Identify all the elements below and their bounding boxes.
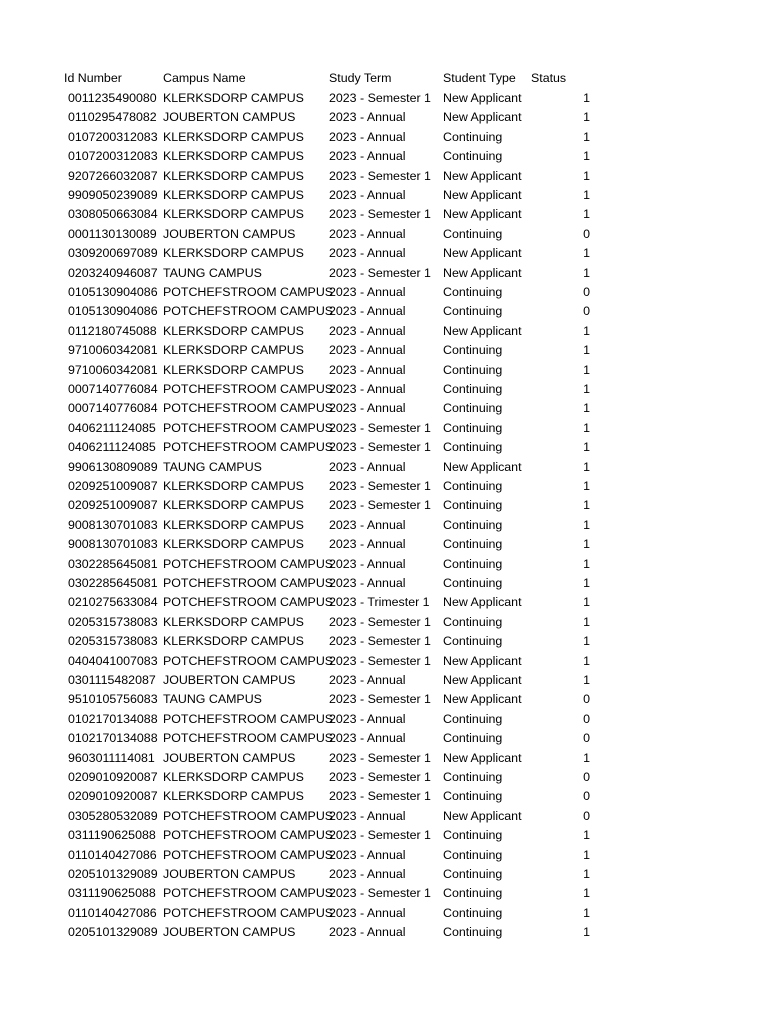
cell-study-term: 2023 - Semester 1 [329,479,431,493]
header-study-term: Study Term [329,71,392,85]
cell-status: 1 [583,343,590,358]
cell-id-number: 0007140776084 [68,401,158,416]
table-row [0,438,768,457]
cell-campus-name: POTCHEFSTROOM CAMPUS [163,382,334,396]
cell-campus-name: KLERKSDORP CAMPUS [163,91,304,105]
table-row [0,128,768,147]
cell-study-term: 2023 - Annual [329,847,406,862]
table-row [0,225,768,244]
table-row [0,535,768,554]
cell-student-type: Continuing [443,149,503,164]
cell-status: 1 [583,517,590,532]
cell-campus-name: POTCHEFSTROOM CAMPUS [163,440,334,455]
cell-student-type: New Applicant [443,692,522,707]
header-id-number: Id Number [64,71,122,85]
table-row [0,399,768,418]
cell-id-number: 0110140427086 [68,905,157,920]
cell-campus-name: KLERKSDORP CAMPUS [163,479,304,493]
cell-study-term: 2023 - Annual [329,401,406,416]
cell-id-number: 0102170134088 [68,711,158,726]
cell-study-term: 2023 - Semester 1 [329,828,431,843]
cell-study-term: 2023 - Semester 1 [329,614,431,629]
cell-id-number: 0209251009087 [68,479,158,493]
cell-id-number: 0302285645081 [68,576,158,590]
cell-status: 1 [583,129,590,144]
cell-id-number: 0301115482087 [68,673,156,687]
cell-id-number: 0107200312083 [68,129,158,144]
table-row [0,632,768,651]
cell-campus-name: KLERKSDORP CAMPUS [163,207,304,222]
cell-id-number: 9710060342081 [68,362,158,377]
table-row [0,846,768,865]
cell-student-type: Continuing [443,304,503,319]
cell-id-number: 0205101329089 [68,925,158,940]
cell-campus-name: POTCHEFSTROOM CAMPUS [163,886,334,901]
cell-study-term: 2023 - Annual [329,362,406,377]
cell-status: 1 [583,207,590,222]
table-row [0,380,768,399]
cell-student-type: Continuing [443,886,503,901]
cell-study-term: 2023 - Annual [329,226,406,241]
table-row [0,787,768,806]
table-row [0,322,768,341]
cell-status: 1 [583,653,590,668]
cell-status: 1 [583,925,590,940]
cell-status: 1 [583,886,590,901]
cell-status: 0 [583,808,590,823]
cell-id-number: 9909050239089 [68,188,158,202]
cell-student-type: Continuing [443,576,503,590]
cell-student-type: New Applicant [443,91,522,105]
cell-status: 0 [583,789,590,804]
cell-id-number: 0404041007083 [68,653,158,668]
table-row [0,264,768,283]
cell-campus-name: TAUNG CAMPUS [163,692,262,707]
cell-campus-name: POTCHEFSTROOM CAMPUS [163,420,334,435]
cell-id-number: 0110295478082 [68,110,157,125]
cell-id-number: 0209251009087 [68,498,158,513]
table-row [0,690,768,709]
cell-id-number: 0309200697089 [68,246,158,261]
cell-study-term: 2023 - Annual [329,129,406,144]
table-row [0,516,768,535]
cell-campus-name: TAUNG CAMPUS [163,459,262,474]
cell-student-type: Continuing [443,401,503,416]
cell-id-number: 9603011114081 [68,750,155,765]
cell-student-type: Continuing [443,614,503,629]
cell-campus-name: POTCHEFSTROOM CAMPUS [163,808,334,823]
table-row [0,496,768,515]
cell-study-term: 2023 - Trimester 1 [329,595,430,610]
cell-status: 1 [583,188,590,202]
cell-campus-name: JOUBERTON CAMPUS [163,750,296,765]
cell-id-number: 0210275633084 [68,595,158,610]
cell-study-term: 2023 - Annual [329,382,406,396]
cell-status: 1 [583,867,590,881]
table-row [0,671,768,690]
cell-status: 1 [583,828,590,843]
cell-status: 0 [583,692,590,707]
cell-study-term: 2023 - Semester 1 [329,789,431,804]
cell-student-type: Continuing [443,537,503,552]
table-row [0,749,768,768]
cell-campus-name: POTCHEFSTROOM CAMPUS [163,556,334,571]
cell-campus-name: KLERKSDORP CAMPUS [163,614,304,629]
table-row [0,768,768,787]
cell-status: 1 [583,440,590,455]
table-row [0,555,768,574]
cell-student-type: New Applicant [443,323,522,338]
table-row [0,108,768,127]
table-row [0,477,768,496]
cell-id-number: 0305280532089 [68,808,158,823]
cell-id-number: 0205101329089 [68,867,158,881]
cell-study-term: 2023 - Annual [329,925,406,940]
cell-study-term: 2023 - Semester 1 [329,207,431,222]
cell-campus-name: POTCHEFSTROOM CAMPUS [163,828,334,843]
cell-study-term: 2023 - Annual [329,867,406,881]
cell-study-term: 2023 - Annual [329,149,406,164]
cell-student-type: Continuing [443,556,503,571]
cell-student-type: New Applicant [443,595,522,610]
table-row [0,652,768,671]
table-row [0,186,768,205]
cell-status: 1 [583,847,590,862]
cell-status: 1 [583,110,590,125]
cell-student-type: Continuing [443,129,503,144]
table-row [0,613,768,632]
cell-status: 1 [583,750,590,765]
cell-id-number: 0105130904086 [68,304,158,319]
cell-campus-name: JOUBERTON CAMPUS [163,925,296,940]
cell-status: 1 [583,576,590,590]
cell-student-type: New Applicant [443,207,522,222]
cell-campus-name: POTCHEFSTROOM CAMPUS [163,304,334,319]
cell-status: 1 [583,595,590,610]
cell-study-term: 2023 - Annual [329,808,406,823]
cell-campus-name: KLERKSDORP CAMPUS [163,789,304,804]
cell-campus-name: KLERKSDORP CAMPUS [163,517,304,532]
cell-id-number: 0406211124085 [68,440,156,455]
table-row [0,593,768,612]
cell-student-type: New Applicant [443,110,522,125]
cell-status: 0 [583,731,590,746]
cell-study-term: 2023 - Semester 1 [329,498,431,513]
table-row [0,865,768,884]
cell-study-term: 2023 - Annual [329,110,406,125]
cell-campus-name: POTCHEFSTROOM CAMPUS [163,401,334,416]
cell-study-term: 2023 - Annual [329,556,406,571]
cell-status: 1 [583,149,590,164]
cell-study-term: 2023 - Annual [329,537,406,552]
table-row [0,361,768,380]
cell-status: 1 [583,362,590,377]
cell-student-type: Continuing [443,362,503,377]
cell-status: 1 [583,323,590,338]
cell-id-number: 0308050663084 [68,207,158,222]
cell-campus-name: POTCHEFSTROOM CAMPUS [163,847,334,862]
cell-campus-name: KLERKSDORP CAMPUS [163,323,304,338]
cell-campus-name: KLERKSDORP CAMPUS [163,343,304,358]
cell-id-number: 0205315738083 [68,634,158,649]
cell-student-type: Continuing [443,382,503,396]
cell-id-number: 9008130701083 [68,517,158,532]
cell-status: 1 [583,265,590,280]
cell-campus-name: KLERKSDORP CAMPUS [163,537,304,552]
cell-study-term: 2023 - Semester 1 [329,886,431,901]
cell-study-term: 2023 - Semester 1 [329,634,431,649]
cell-study-term: 2023 - Annual [329,711,406,726]
cell-campus-name: KLERKSDORP CAMPUS [163,168,304,183]
cell-id-number: 0311190625088 [68,828,156,843]
cell-student-type: Continuing [443,226,503,241]
cell-student-type: Continuing [443,925,503,940]
cell-campus-name: POTCHEFSTROOM CAMPUS [163,905,334,920]
cell-study-term: 2023 - Annual [329,285,406,299]
table-row [0,923,768,942]
cell-student-type: New Applicant [443,246,522,261]
cell-id-number: 9710060342081 [68,343,158,358]
cell-study-term: 2023 - Semester 1 [329,653,431,668]
table-row [0,458,768,477]
cell-study-term: 2023 - Annual [329,576,406,590]
cell-id-number: 0102170134088 [68,731,158,746]
cell-student-type: New Applicant [443,265,522,280]
cell-student-type: Continuing [443,731,503,746]
cell-campus-name: POTCHEFSTROOM CAMPUS [163,711,334,726]
table-row [0,729,768,748]
cell-campus-name: POTCHEFSTROOM CAMPUS [163,653,334,668]
cell-id-number: 9008130701083 [68,537,158,552]
table-row [0,205,768,224]
cell-study-term: 2023 - Annual [329,304,406,319]
cell-study-term: 2023 - Semester 1 [329,91,431,105]
cell-campus-name: JOUBERTON CAMPUS [163,226,296,241]
cell-student-type: Continuing [443,789,503,804]
cell-campus-name: JOUBERTON CAMPUS [163,110,296,125]
cell-status: 1 [583,556,590,571]
header-row [0,69,768,88]
table-row [0,244,768,263]
cell-student-type: Continuing [443,420,503,435]
table-row [0,283,768,302]
cell-student-type: Continuing [443,847,503,862]
cell-id-number: 0209010920087 [68,770,158,784]
cell-study-term: 2023 - Semester 1 [329,440,431,455]
cell-student-type: Continuing [443,440,503,455]
cell-status: 0 [583,711,590,726]
cell-id-number: 0302285645081 [68,556,158,571]
cell-id-number: 0205315738083 [68,614,158,629]
cell-status: 1 [583,905,590,920]
table-row [0,807,768,826]
cell-study-term: 2023 - Semester 1 [329,265,431,280]
header-student-type: Student Type [443,71,516,85]
table-row [0,884,768,903]
table-row [0,710,768,729]
cell-id-number: 0406211124085 [68,420,156,435]
cell-study-term: 2023 - Annual [329,673,406,687]
cell-id-number: 0311190625088 [68,886,156,901]
table-row [0,826,768,845]
cell-study-term: 2023 - Semester 1 [329,770,431,784]
table-row [0,167,768,186]
cell-status: 0 [583,304,590,319]
cell-campus-name: POTCHEFSTROOM CAMPUS [163,731,334,746]
cell-id-number: 9510105756083 [68,692,158,707]
cell-study-term: 2023 - Annual [329,343,406,358]
cell-campus-name: KLERKSDORP CAMPUS [163,770,304,784]
header-campus-name: Campus Name [163,71,246,85]
cell-campus-name: KLERKSDORP CAMPUS [163,634,304,649]
cell-status: 1 [583,479,590,493]
cell-status: 1 [583,401,590,416]
cell-study-term: 2023 - Annual [329,459,406,474]
header-status: Status [531,71,567,85]
cell-id-number: 9207266032087 [68,168,158,183]
cell-study-term: 2023 - Annual [329,246,406,261]
cell-campus-name: KLERKSDORP CAMPUS [163,149,304,164]
cell-student-type: New Applicant [443,168,522,183]
cell-status: 1 [583,537,590,552]
cell-campus-name: KLERKSDORP CAMPUS [163,498,304,513]
cell-id-number: 0112180745088 [68,323,157,338]
cell-id-number: 0107200312083 [68,149,158,164]
cell-id-number: 9906130809089 [68,459,158,474]
cell-student-type: Continuing [443,479,503,493]
cell-id-number: 0110140427086 [68,847,157,862]
cell-campus-name: JOUBERTON CAMPUS [163,673,296,687]
cell-id-number: 0105130904086 [68,285,158,299]
table-row [0,419,768,438]
cell-campus-name: POTCHEFSTROOM CAMPUS [163,285,334,299]
cell-student-type: Continuing [443,343,503,358]
cell-status: 1 [583,420,590,435]
cell-status: 1 [583,498,590,513]
cell-study-term: 2023 - Annual [329,323,406,338]
cell-study-term: 2023 - Annual [329,188,406,202]
table-row [0,147,768,166]
cell-student-type: Continuing [443,905,503,920]
table-row [0,89,768,108]
cell-campus-name: JOUBERTON CAMPUS [163,867,296,881]
cell-student-type: Continuing [443,498,503,513]
cell-id-number: 0001130130089 [68,226,157,241]
cell-status: 1 [583,382,590,396]
cell-study-term: 2023 - Semester 1 [329,750,431,765]
cell-status: 0 [583,226,590,241]
cell-id-number: 0007140776084 [68,382,158,396]
cell-student-type: New Applicant [443,673,522,687]
table-row [0,302,768,321]
cell-student-type: Continuing [443,517,503,532]
cell-student-type: New Applicant [443,459,522,474]
cell-student-type: New Applicant [443,188,522,202]
cell-study-term: 2023 - Annual [329,517,406,532]
cell-student-type: Continuing [443,770,503,784]
cell-status: 0 [583,285,590,299]
cell-study-term: 2023 - Semester 1 [329,692,431,707]
cell-id-number: 0209010920087 [68,789,158,804]
cell-status: 1 [583,614,590,629]
cell-student-type: Continuing [443,867,503,881]
cell-status: 1 [583,91,590,105]
cell-campus-name: TAUNG CAMPUS [163,265,262,280]
cell-study-term: 2023 - Annual [329,731,406,746]
cell-campus-name: POTCHEFSTROOM CAMPUS [163,595,334,610]
cell-status: 0 [583,770,590,784]
table-row [0,574,768,593]
cell-student-type: New Applicant [443,750,522,765]
cell-student-type: Continuing [443,828,503,843]
cell-student-type: Continuing [443,711,503,726]
cell-campus-name: KLERKSDORP CAMPUS [163,188,304,202]
cell-study-term: 2023 - Semester 1 [329,168,431,183]
table-row [0,904,768,923]
cell-id-number: 0011235490080 [68,91,157,105]
cell-status: 1 [583,673,590,687]
cell-status: 1 [583,634,590,649]
table-row [0,341,768,360]
cell-student-type: New Applicant [443,653,522,668]
cell-campus-name: KLERKSDORP CAMPUS [163,246,304,261]
cell-study-term: 2023 - Annual [329,905,406,920]
cell-status: 1 [583,168,590,183]
cell-status: 1 [583,459,590,474]
cell-campus-name: KLERKSDORP CAMPUS [163,362,304,377]
cell-status: 1 [583,246,590,261]
cell-campus-name: KLERKSDORP CAMPUS [163,129,304,144]
cell-campus-name: POTCHEFSTROOM CAMPUS [163,576,334,590]
cell-student-type: Continuing [443,634,503,649]
cell-student-type: New Applicant [443,808,522,823]
cell-study-term: 2023 - Semester 1 [329,420,431,435]
cell-id-number: 0203240946087 [68,265,158,280]
cell-student-type: Continuing [443,285,503,299]
